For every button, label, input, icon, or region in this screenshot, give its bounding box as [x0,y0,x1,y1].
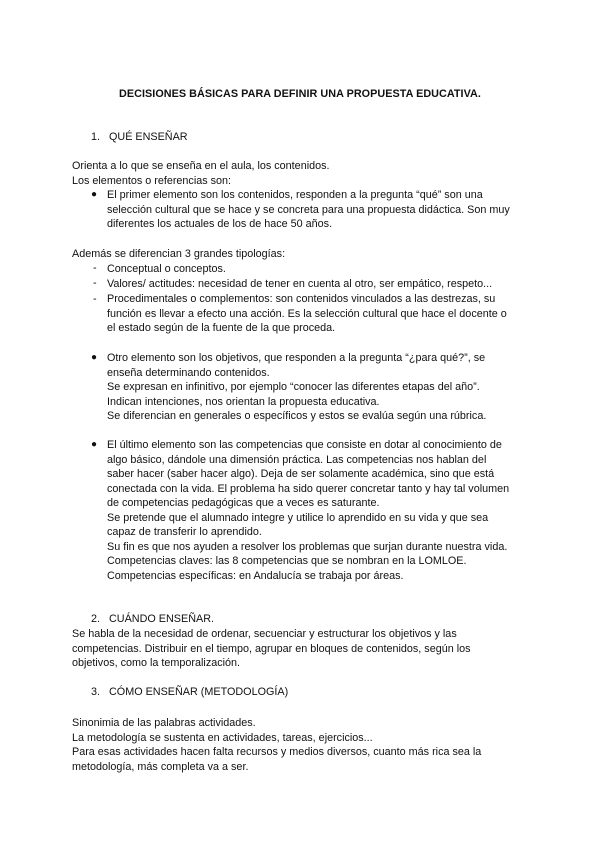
section-3-line: La metodología se sustenta en actividades, tareas, ejercicios... [72,731,373,744]
bullet-line: saber hacer (saber hacer algo). Deja de ser solamente académica, sino que está [107,468,495,480]
bullet-line: diferentes los actuales de los de hace 50 años. [107,218,333,230]
section-1-number: 1. [91,131,101,143]
bullet-line: Se pretende que el alumnado integre y utilice lo aprendido en su vida y que sea [107,511,489,524]
section-3-number: 3. [91,686,101,698]
bullet-line: Se expresan en infinitivo, por ejemplo “conocer las diferentes etapas del año”. [107,381,480,393]
typology-line: función es llevar a efecto una acción. Es la selección cultural que hace el docente o [107,307,507,320]
section-2-line: Se habla de la necesidad de ordenar, secuenciar y estructurar los objetivos y las [72,628,457,640]
bullet-icon: ● [91,439,98,450]
bullet-line: Competencias claves: las 8 competencias que se nombran en la LOMLOE. [107,555,467,567]
bullet-line: selección cultural que se hace y se concreta para una propuesta didáctica. Son muy [107,203,510,216]
section-1-heading [91,131,188,143]
intro-line: Los elementos o referencias son: [72,174,232,187]
section-3-heading [91,686,288,698]
bullet-line: El primer elemento son los contenidos, responden a la pregunta “qué” son una [107,189,483,201]
section-3-line: metodología, más completa va a ser. [72,760,249,773]
section-3-line: Sinonimia de las palabras actividades. [72,717,256,729]
bullet-line: algo básico, dándole una dimensión práctica. Las competencias nos hablan del [107,453,487,466]
bullet-line: de competencias pedagógicas que a veces es saturante. [107,497,380,509]
section-2-number: 2. [91,613,101,625]
bullet-icon: ● [91,352,98,363]
section-3-line: Para esas actividades hacen falta recursos y medios diversos, cuanto más rica sea la [72,746,482,758]
bullet-icon: ● [91,189,98,200]
typology-line: Valores/ actitudes: necesidad de tener en cuenta al otro, ser empático, respeto... [107,278,493,290]
section-2-line: competencias. Distribuir en el tiempo, agrupar en bloques de contenidos, según los [72,642,471,655]
section-2-line: objetivos, como la temporalización. [72,657,241,669]
bullet-line: Indican intenciones, nos orientan la propuesta educativa. [107,395,380,408]
bullet-line: Su fin es que nos ayuden a resolver los problemas que surjan durante nuestra vida. [107,540,508,553]
dash-icon: - [93,293,97,305]
bullet-line: Se diferencian en generales o específicos y estos se evalúa según una rúbrica. [107,410,487,422]
typology-line: Conceptual o conceptos. [107,263,226,275]
bullet-line: capaz de transferir lo aprendido. [107,526,262,538]
section-2-title: CUÁNDO ENSEÑAR. [109,613,214,625]
section-1-title: QUÉ ENSEÑAR [109,131,188,143]
section-3-title: CÓMO ENSEÑAR (METODOLOGÍA) [109,686,289,698]
page-title: DECISIONES BÁSICAS PARA DEFINIR UNA PROPUESTA EDUCATIVA. [119,88,481,100]
dash-icon: - [93,262,97,274]
dash-icon: - [93,277,97,289]
intro-line: Orienta a lo que se enseña en el aula, los contenidos. [72,160,330,172]
bullet-line: Competencias específicas: en Andalucía se trabaja por áreas. [107,569,404,582]
typology-line: el estado según de la fuente de la que proceda. [107,322,336,334]
typologies-intro: Además se diferencian 3 grandes tipologías: [72,248,286,260]
section-2-heading [91,613,214,625]
typology-line: Procedimentales o complementos: son contenidos vinculados a las destrezas, su [107,293,496,305]
bullet-line: enseña determinando contenidos. [107,366,270,379]
bullet-line: Otro elemento son los objetivos, que responden a la pregunta “¿para qué?”, se [107,352,486,364]
bullet-line: El último elemento son las competencias que consiste en dotar al conocimiento de [107,439,502,451]
bullet-line: conectada con la vida. El problema ha sido querer concretar tanto y hay tal volumen [107,482,510,495]
